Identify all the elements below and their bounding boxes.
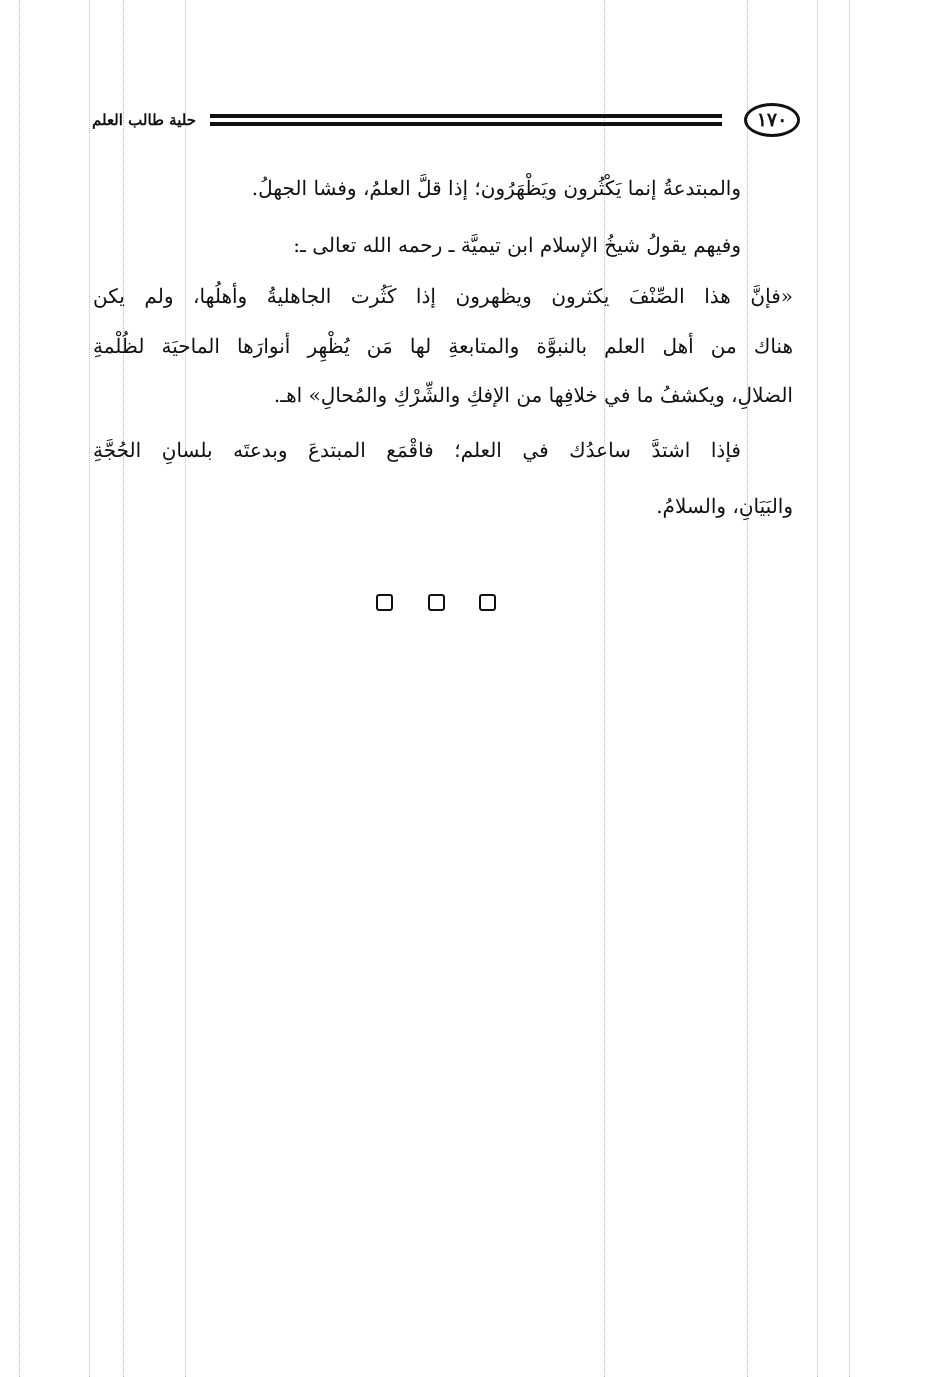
page-number-badge: ١٧٠	[744, 103, 800, 137]
scan-guide-line	[817, 0, 818, 1377]
paragraph-line: فإذا اشتدَّ ساعدُك في العلم؛ فاقْمَع المبتدعَ وبدعتَه بلسانِ الحُجَّةِ	[93, 438, 741, 462]
header-double-rule	[210, 114, 722, 118]
running-title: حلية طالب العلم	[92, 111, 196, 129]
page-header	[92, 100, 804, 142]
paragraph-line: والمبتدعةُ إنما يَكْثُرون ويَظْهَرُون؛ إذا قلَّ العلمُ، وفشا الجهلُ.	[251, 176, 741, 200]
separator-square	[479, 594, 496, 611]
quote-line: «فإنَّ هذا الصِّنْفَ يكثرون ويظهرون إذا كَثُرت الجاهليةُ وأهلُها، ولم يكن	[93, 284, 793, 308]
paragraph-line: وفيهم يقولُ شيخُ الإسلام ابن تيميَّة ـ رحمه الله تعالى ـ:	[293, 233, 741, 257]
scan-guide-line	[19, 0, 20, 1377]
scan-guide-line	[849, 0, 850, 1377]
separator-square	[428, 594, 445, 611]
quote-line: هناك من أهل العلم بالنبوَّة والمتابعةِ لها مَن يُظْهِر أنوارَها الماحيَة لظُلْمةِ	[93, 334, 793, 358]
quote-line: الضلالِ، ويكشفُ ما في خلافِها من الإفكِ والشِّرْكِ والمُحالِ» اهـ.	[273, 383, 793, 407]
separator-square	[376, 594, 393, 611]
paragraph-line: والبَيَانِ، والسلامُ.	[656, 494, 793, 518]
scan-guide-line	[89, 0, 90, 1377]
